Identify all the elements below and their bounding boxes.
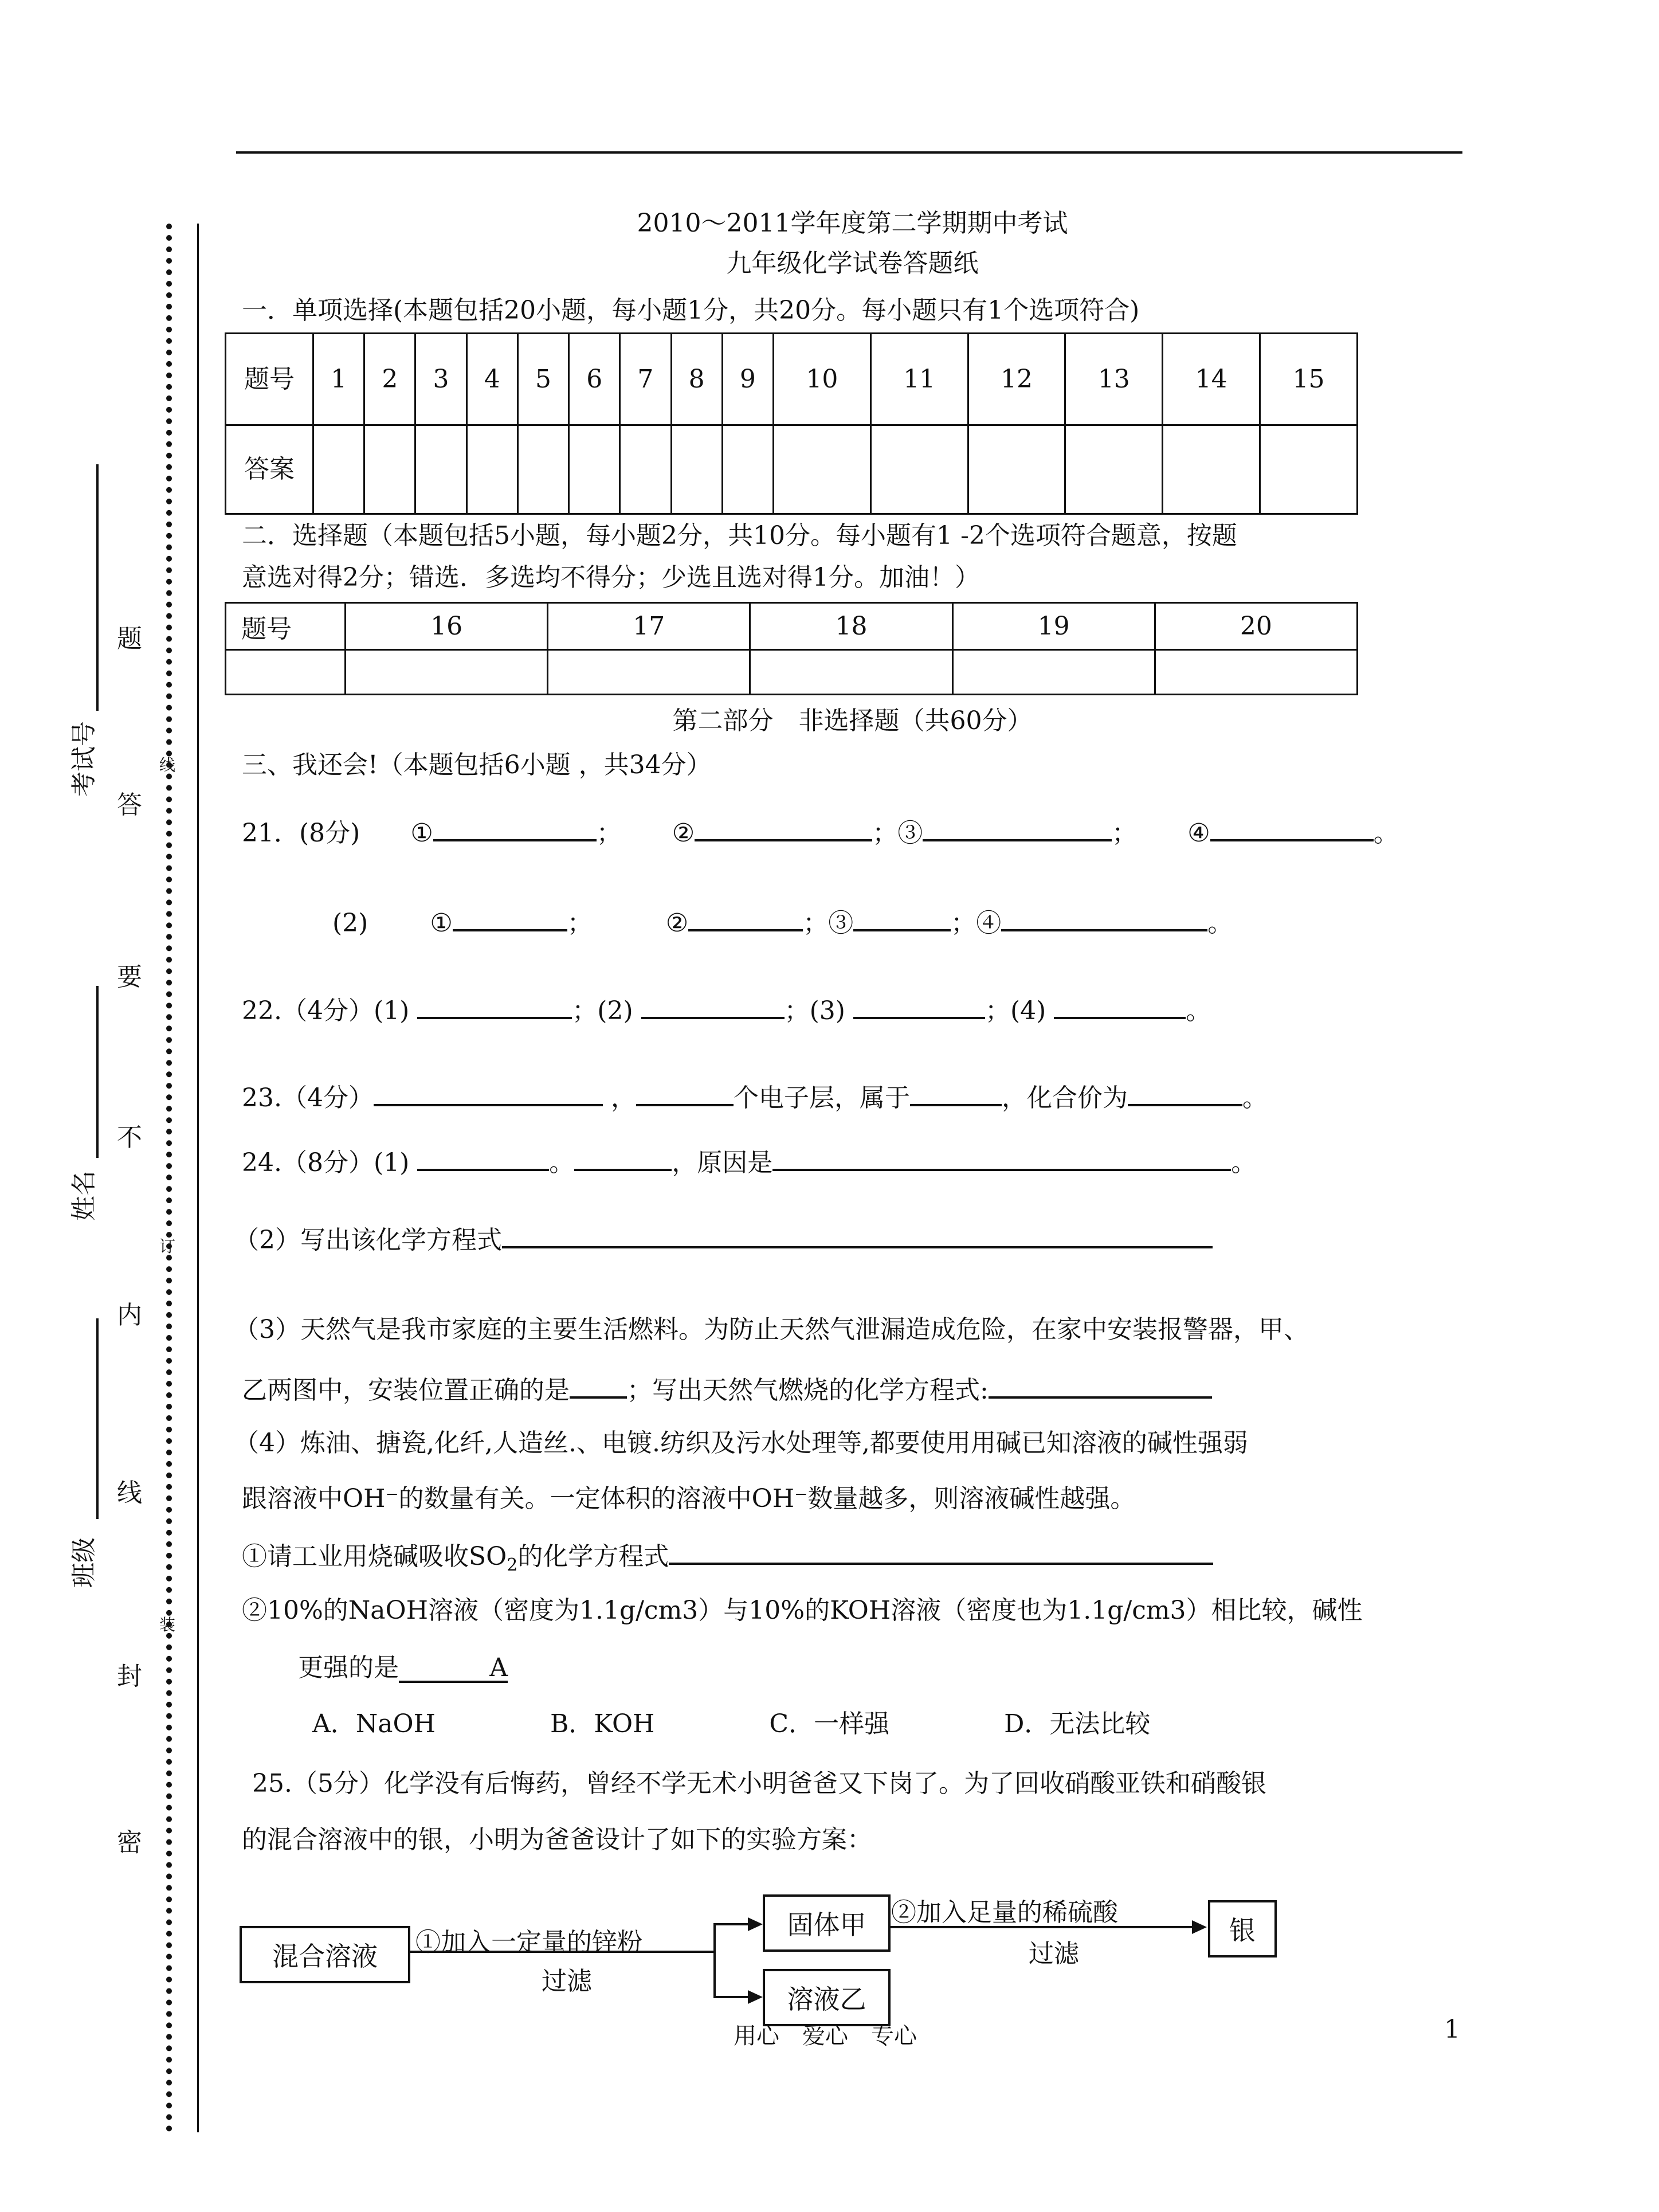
answer-cell[interactable] — [968, 425, 1065, 514]
answer-cell[interactable] — [952, 650, 1155, 695]
answer-blank[interactable] — [853, 903, 951, 931]
q24-line1 — [242, 1142, 1256, 1180]
section1-answer-table — [225, 332, 1358, 515]
q24-q2-answer: A — [489, 1653, 508, 1682]
answer-cell — [226, 650, 346, 695]
answer-cell[interactable] — [870, 425, 968, 514]
q21-marker-2: ② — [672, 819, 695, 848]
margin-char-yao: 要 — [117, 962, 142, 992]
answer-cell[interactable] — [1260, 425, 1358, 514]
answer-cell[interactable] — [346, 650, 548, 695]
section1-answer-row — [226, 425, 1358, 514]
header-rule — [236, 151, 1462, 154]
section1-number: 14 — [1163, 334, 1260, 425]
q23-text1: 个电子层，属于 — [733, 1083, 910, 1113]
margin-char-nei: 内 — [117, 1301, 142, 1330]
flow-step2-filter: 过滤 — [1029, 1939, 1079, 1968]
q21-sep: ； — [1112, 819, 1138, 848]
q24-part4-q2-line2 — [298, 1651, 508, 1685]
answer-cell[interactable] — [415, 425, 466, 514]
answer-cell[interactable] — [1155, 650, 1357, 695]
q25-line1: 25.（5分）化学没有后悔药，曾经不学无术小明爸爸又下岗了。为了回收硝酸亚铁和硝酸银 — [252, 1769, 1266, 1798]
section3-heading: 三、我还会!（本题包括6小题 ，共34分） — [242, 750, 712, 780]
q22-part4: ；(4) — [985, 996, 1046, 1025]
q22-end: 。 — [1186, 996, 1211, 1025]
answer-blank[interactable] — [688, 903, 803, 931]
flow-connector — [713, 1923, 749, 1925]
section1-number: 15 — [1260, 334, 1358, 425]
answer-blank[interactable] — [374, 1078, 603, 1106]
q22-line — [242, 990, 1211, 1028]
margin-char-mi: 密 — [117, 1828, 142, 1857]
q24-q2-text: 更强的是 — [298, 1653, 399, 1682]
margin-char-ti: 题 — [117, 624, 142, 653]
margin-char-xian: 线 — [117, 1478, 142, 1508]
arrow-right-icon — [1192, 1920, 1207, 1934]
section2-heading-line2: 意选对得2分；错选．多选均不得分；少选且选对得1分。加油！） — [242, 563, 980, 592]
answer-blank[interactable] — [1054, 990, 1186, 1019]
q24-dot: 。 — [549, 1148, 575, 1177]
section2-q-label: 题号 — [226, 603, 346, 650]
q21-sub-marker-2: ② — [665, 909, 689, 938]
answer-blank[interactable] — [417, 1142, 549, 1171]
flow-box-solution-b: 溶液乙 — [763, 1969, 891, 2026]
flow-step1-label: ①加入一定量的锌粉 — [415, 1928, 642, 1957]
answer-cell[interactable] — [773, 425, 870, 514]
q24-part3-text-b: ；写出天然气燃烧的化学方程式: — [627, 1376, 989, 1405]
section2-answer-table — [225, 602, 1358, 695]
q21-sep: ； — [596, 819, 622, 848]
q24-q1-text-a: ①请工业用烧碱吸收SO — [242, 1542, 507, 1571]
answer-cell[interactable] — [750, 650, 952, 695]
section2-answer-row — [226, 650, 1358, 695]
q24-part4-line2: 跟溶液中OH⁻的数量有关。一定体积的溶液中OH⁻数量越多，则溶液碱性越强。 — [242, 1484, 1136, 1513]
answer-blank[interactable] — [570, 1370, 627, 1399]
answer-blank[interactable] — [641, 990, 785, 1019]
section2-number: 17 — [548, 603, 750, 650]
q21-line1 — [242, 813, 1399, 851]
q21-end: 。 — [1373, 819, 1399, 848]
binding-dotted-line — [166, 224, 172, 2132]
answer-cell[interactable] — [364, 425, 415, 514]
q23-line — [242, 1078, 1268, 1115]
answer-blank[interactable] — [417, 990, 572, 1019]
section1-heading: 一．单项选择(本题包括20小题，每小题1分，共20分。每小题只有1个选项符合) — [242, 296, 1140, 325]
q24-options — [312, 1707, 1150, 1741]
arrow-right-icon — [748, 1990, 763, 2004]
answer-blank[interactable] — [695, 813, 872, 841]
page-number: 1 — [1444, 2015, 1460, 2044]
answer-blank[interactable] — [574, 1142, 672, 1171]
q24-label: 24.（8分）(1) — [242, 1148, 410, 1177]
q24-q1-text-b: 的化学方程式 — [517, 1542, 669, 1571]
section1-number: 5 — [517, 334, 568, 425]
answer-blank[interactable] — [1210, 813, 1374, 841]
class-field[interactable] — [96, 1318, 99, 1519]
answer-blank[interactable] — [1001, 903, 1207, 931]
q22-label: 22.（4分）(1) — [242, 996, 410, 1025]
section2-heading-line1: 二．选择题（本题包括5小题，每小题2分，共10分。每小题有1 -2个选项符合题意，按题 — [242, 521, 1237, 550]
q23-end: 。 — [1242, 1083, 1268, 1113]
answer-cell[interactable] — [671, 425, 722, 514]
answer-blank[interactable] — [1128, 1078, 1242, 1106]
answer-cell[interactable] — [722, 425, 773, 514]
binding-char-xian: 线 — [159, 755, 175, 774]
q24-part4-line1: （4）炼油、搪瓷,化纤,人造丝.、电镀.纺织及污水处理等,都要使用用碱已知溶液的碱性强弱 — [234, 1428, 1248, 1458]
q24-part3-line2 — [242, 1370, 1212, 1408]
section2-number: 16 — [346, 603, 548, 650]
flow-box-mixed-solution: 混合溶液 — [240, 1926, 410, 1983]
section1-number: 11 — [870, 334, 968, 425]
flow-branch-line — [713, 1923, 716, 1998]
flow-box-solid-a: 固体甲 — [763, 1894, 891, 1952]
section2-number: 20 — [1155, 603, 1357, 650]
answer-cell[interactable] — [548, 650, 750, 695]
q21-label: 21．(8分) — [242, 819, 360, 848]
section1-number: 1 — [313, 334, 364, 425]
flow-step2-label: ②加入足量的稀硫酸 — [891, 1898, 1118, 1927]
answer-blank[interactable] — [636, 1078, 734, 1106]
option-b: B．KOH — [550, 1709, 655, 1739]
q21-line2 — [332, 903, 1233, 941]
binding-solid-line — [197, 224, 199, 2132]
answer-blank[interactable] — [989, 1370, 1212, 1399]
flow-box-silver: 银 — [1208, 1900, 1277, 1957]
answer-blank[interactable] — [923, 813, 1112, 841]
binding-char-zhuang: 装 — [159, 1615, 175, 1634]
q21-sep: ；③ — [803, 909, 854, 938]
q22-part2: ；(2) — [572, 996, 633, 1025]
section1-number-row — [226, 334, 1358, 425]
q24-part2 — [234, 1220, 1213, 1258]
name-field[interactable] — [96, 986, 99, 1158]
q24-part2-text: （2）写出该化学方程式 — [234, 1226, 502, 1255]
option-d: D．无法比较 — [1004, 1709, 1151, 1739]
section1-number: 3 — [415, 334, 466, 425]
title-line2: 九年级化学试卷答题纸 — [726, 249, 979, 278]
answer-cell[interactable] — [466, 425, 517, 514]
q22-part3: ；(3) — [784, 996, 845, 1025]
answer-cell[interactable] — [1163, 425, 1260, 514]
answer-cell[interactable] — [569, 425, 620, 514]
option-c: C．一样强 — [769, 1709, 890, 1739]
section1-number: 8 — [671, 334, 722, 425]
q24-part3-text-a: 乙两图中，安装位置正确的是 — [242, 1376, 570, 1405]
margin-char-feng: 封 — [117, 1662, 142, 1691]
title-line1: 2010～2011学年度第二学期期中考试 — [637, 209, 1068, 238]
option-a: A．NaOH — [312, 1709, 436, 1739]
exam-no-field[interactable] — [96, 464, 99, 711]
answer-blank[interactable] — [853, 990, 985, 1019]
q21-sub-label: (2) — [332, 909, 368, 938]
section1-number: 6 — [569, 334, 620, 425]
flow-connector — [713, 1996, 749, 1998]
footer-motto: 用心 爱心 专心 — [734, 2023, 917, 2049]
answer-cell[interactable] — [313, 425, 364, 514]
answer-blank[interactable] — [502, 1220, 1213, 1248]
section1-number: 7 — [620, 334, 671, 425]
q21-sep: ；③ — [872, 819, 923, 848]
section1-number: 9 — [722, 334, 773, 425]
section1-a-label: 答案 — [226, 425, 313, 514]
q23-label: 23.（4分） — [242, 1083, 374, 1113]
class-label: 班级 — [69, 1537, 99, 1588]
section1-number: 13 — [1065, 334, 1163, 425]
q24-reason-label: ，原因是 — [672, 1148, 773, 1177]
section1-number: 12 — [968, 334, 1065, 425]
section1-number: 10 — [773, 334, 870, 425]
section1-number: 4 — [466, 334, 517, 425]
q21-sep: ； — [567, 909, 593, 938]
q21-sep: ；④ — [951, 909, 1002, 938]
q25-line2: 的混合溶液中的银，小明为爸爸设计了如下的实验方案： — [242, 1825, 872, 1854]
flow-step1-filter: 过滤 — [542, 1967, 592, 1996]
name-label: 姓名 — [69, 1170, 99, 1221]
answer-blank[interactable] — [433, 813, 597, 841]
q24-part4-q2-line1: ②10%的NaOH溶液（密度为1.1g/cm3）与10%的KOH溶液（密度也为1.1g/cm3）相比较，碱性 — [242, 1596, 1363, 1625]
answer-blank[interactable] — [910, 1078, 1002, 1106]
binding-char-ding: 订 — [159, 1237, 175, 1256]
answer-cell[interactable] — [1065, 425, 1163, 514]
answer-blank[interactable] — [669, 1536, 1213, 1565]
exam-no-label: 考试号 — [69, 721, 99, 797]
arrow-right-icon — [748, 1917, 763, 1931]
section1-number: 2 — [364, 334, 415, 425]
section2-number: 19 — [952, 603, 1155, 650]
margin-char-da: 答 — [117, 790, 142, 820]
q24-q1-subscript: 2 — [507, 1555, 518, 1575]
q23-comma: ， — [610, 1083, 636, 1113]
q24-end: 。 — [1231, 1148, 1257, 1177]
section2-number-row — [226, 603, 1358, 650]
q21-marker-1: ① — [410, 819, 433, 848]
q24-part3-line1: （3）天然气是我市家庭的主要生活燃料。为防止天然气泄漏造成危险，在家中安装报警器，甲、 — [234, 1315, 1309, 1344]
answer-blank[interactable] — [453, 903, 567, 931]
section1-q-label: 题号 — [226, 334, 313, 425]
answer-cell[interactable] — [517, 425, 568, 514]
answer-blank[interactable] — [772, 1142, 1231, 1171]
q21-sub-marker-1: ① — [430, 909, 453, 938]
q24-part4-q1 — [242, 1536, 1213, 1583]
section2-number: 18 — [750, 603, 952, 650]
margin-char-bu: 不 — [117, 1123, 142, 1152]
q21-end: 。 — [1207, 909, 1233, 938]
q21-marker-4: ④ — [1187, 819, 1210, 848]
part2-heading: 第二部分 非选择题（共60分） — [672, 706, 1033, 735]
q23-text2: ，化合价为 — [1001, 1083, 1128, 1113]
answer-blank[interactable] — [399, 1654, 508, 1683]
answer-cell[interactable] — [620, 425, 671, 514]
